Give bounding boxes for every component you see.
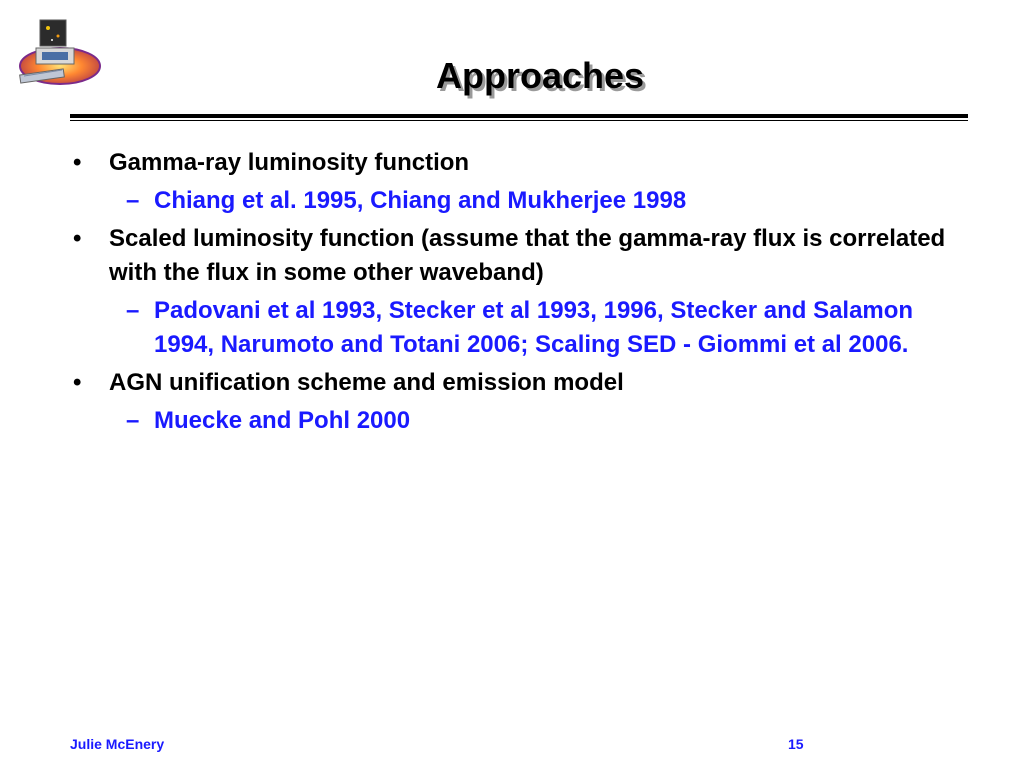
sub-bullet-item	[70, 294, 970, 362]
bullet-marker: •	[73, 369, 82, 396]
bullet-text: AGN unification scheme and emission model	[109, 369, 624, 396]
sub-bullet-marker: –	[126, 407, 140, 434]
title-rule-thick	[70, 114, 968, 118]
satellite-icon	[12, 14, 104, 94]
bullet-item	[70, 222, 970, 290]
sub-bullet-marker: –	[126, 297, 140, 324]
bullet-text: Scaled luminosity function (assume that the gamma-ray flux is correlated with the flux in some other waveband)	[109, 225, 946, 286]
bullet-item	[70, 366, 970, 400]
bullet-marker: •	[73, 225, 82, 252]
sub-bullet-item	[70, 184, 970, 218]
sub-bullet-marker: –	[126, 187, 140, 214]
sub-bullet-text: Chiang et al. 1995, Chiang and Mukherjee 1998	[154, 187, 687, 214]
bullet-text: Gamma-ray luminosity function	[109, 149, 470, 176]
title-rule-thin	[70, 120, 968, 121]
bullet-marker: •	[73, 149, 82, 176]
bullet-list	[70, 146, 970, 442]
footer-page-number: 15	[788, 736, 804, 752]
footer-author: Julie McEnery	[70, 736, 165, 752]
sub-bullet-text: Muecke and Pohl 2000	[154, 407, 411, 434]
bullet-item	[70, 146, 970, 180]
sub-bullet-text: Padovani et al 1993, Stecker et al 1993, 1996, Stecker and Salamon 1994, Narumoto and Totani 2006; Scaling SED - Giommi et al 2006.	[154, 297, 914, 358]
slide-title: Approaches	[435, 55, 645, 96]
sub-bullet-item	[70, 404, 970, 438]
